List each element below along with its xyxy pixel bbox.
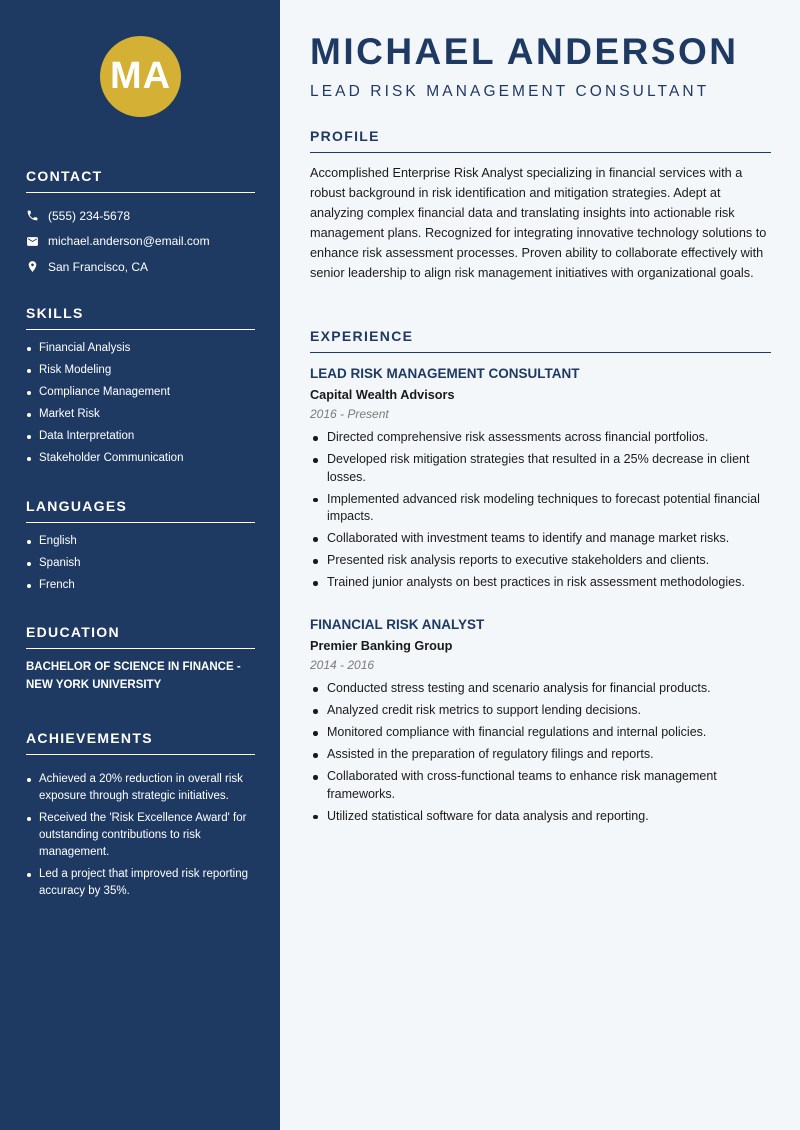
candidate-title: LEAD RISK MANAGEMENT CONSULTANT: [310, 83, 710, 100]
company-name: Premier Banking Group: [310, 639, 453, 653]
education-section: [26, 624, 255, 694]
contact-section: [26, 168, 255, 280]
contact-location: [26, 254, 255, 280]
job-title: FINANCIAL RISK ANALYST: [310, 617, 485, 632]
job-bullet: Implemented advanced risk modeling techniques to forecast potential financial impacts.: [310, 491, 771, 526]
contact-email: [26, 229, 255, 255]
job-bullets: [310, 680, 771, 825]
job-bullet: Collaborated with cross-functional teams to enhance risk management frameworks.: [310, 768, 771, 803]
skills-section: [26, 305, 255, 472]
experience-section: [310, 328, 771, 353]
job-bullet: Directed comprehensive risk assessments across financial portfolios.: [310, 429, 771, 447]
contact-list: [26, 203, 255, 280]
achievement-item: Led a project that improved risk reporting accuracy by 35%.: [26, 866, 255, 900]
language-item: Spanish: [26, 555, 255, 572]
job-bullet: Utilized statistical software for data analysis and reporting.: [310, 808, 771, 826]
job-bullets: [310, 429, 771, 592]
achievements-section: [26, 730, 255, 905]
job-bullet: Conducted stress testing and scenario analysis for financial products.: [310, 680, 771, 698]
languages-section: [26, 498, 255, 599]
job-bullet: Analyzed credit risk metrics to support lending decisions.: [310, 702, 771, 720]
phone-text: (555) 234-5678: [48, 208, 131, 223]
achievement-item: Achieved a 20% reduction in overall risk exposure through strategic initiatives.: [26, 771, 255, 805]
contact-heading: CONTACT: [26, 168, 255, 193]
education-degree: BACHELOR OF SCIENCE IN FINANCE - NEW YORK UNIVERSITY: [26, 661, 241, 691]
skill-item: Stakeholder Communication: [26, 450, 255, 467]
skill-item: Risk Modeling: [26, 362, 255, 379]
location-text: San Francisco, CA: [48, 259, 149, 274]
job-title: LEAD RISK MANAGEMENT CONSULTANT: [310, 366, 580, 381]
job-bullet: Collaborated with investment teams to identify and manage market risks.: [310, 530, 771, 548]
languages-list: [26, 533, 255, 594]
skills-list: [26, 340, 255, 467]
initials-avatar: MA: [100, 36, 181, 117]
job-bullet: Developed risk mitigation strategies that resulted in a 25% decrease in client losses.: [310, 451, 771, 486]
contact-phone: [26, 203, 255, 229]
languages-heading: LANGUAGES: [26, 498, 255, 523]
achievements-list: [26, 771, 255, 900]
phone-icon: [26, 209, 39, 222]
skills-heading: SKILLS: [26, 305, 255, 330]
skill-item: Compliance Management: [26, 384, 255, 401]
education-heading: EDUCATION: [26, 624, 255, 649]
job-dates: 2016 - Present: [310, 407, 389, 421]
job-entry: [310, 366, 771, 597]
job-bullet: Assisted in the preparation of regulatory filings and reports.: [310, 746, 771, 764]
email-text: michael.anderson@email.com: [48, 234, 210, 249]
language-item: English: [26, 533, 255, 550]
achievements-heading: ACHIEVEMENTS: [26, 730, 255, 755]
job-bullet: Trained junior analysts on best practices in risk assessment methodologies.: [310, 574, 771, 592]
location-pin-icon: [26, 260, 39, 273]
skill-item: Market Risk: [26, 406, 255, 423]
skill-item: Data Interpretation: [26, 428, 255, 445]
profile-heading: PROFILE: [310, 128, 771, 153]
sidebar: [0, 0, 280, 1130]
job-bullet: Presented risk analysis reports to executive stakeholders and clients.: [310, 552, 771, 570]
achievement-item: Received the 'Risk Excellence Award' for outstanding contributions to risk management.: [26, 810, 255, 861]
job-bullet: Monitored compliance with financial regulations and internal policies.: [310, 724, 771, 742]
experience-heading: EXPERIENCE: [310, 328, 771, 353]
email-icon: [26, 235, 39, 248]
skill-item: Financial Analysis: [26, 340, 255, 357]
language-item: French: [26, 577, 255, 594]
candidate-name: MICHAEL ANDERSON: [310, 31, 739, 72]
job-entry: [310, 617, 771, 830]
job-dates: 2014 - 2016: [310, 658, 375, 672]
profile-text: Accomplished Enterprise Risk Analyst specializing in financial services with a robust background in risk identification and mitigation strategies. Adept at analyzing complex financial data and translating insights into actionable risk management plans. Recognized for integrating innovative technology solutions to enhance risk assessment processes. Proven ability to collaborate effectively with senior leadership to align risk management initiatives with organizational goals.: [310, 166, 767, 280]
company-name: Capital Wealth Advisors: [310, 388, 455, 402]
profile-section: [310, 128, 771, 283]
